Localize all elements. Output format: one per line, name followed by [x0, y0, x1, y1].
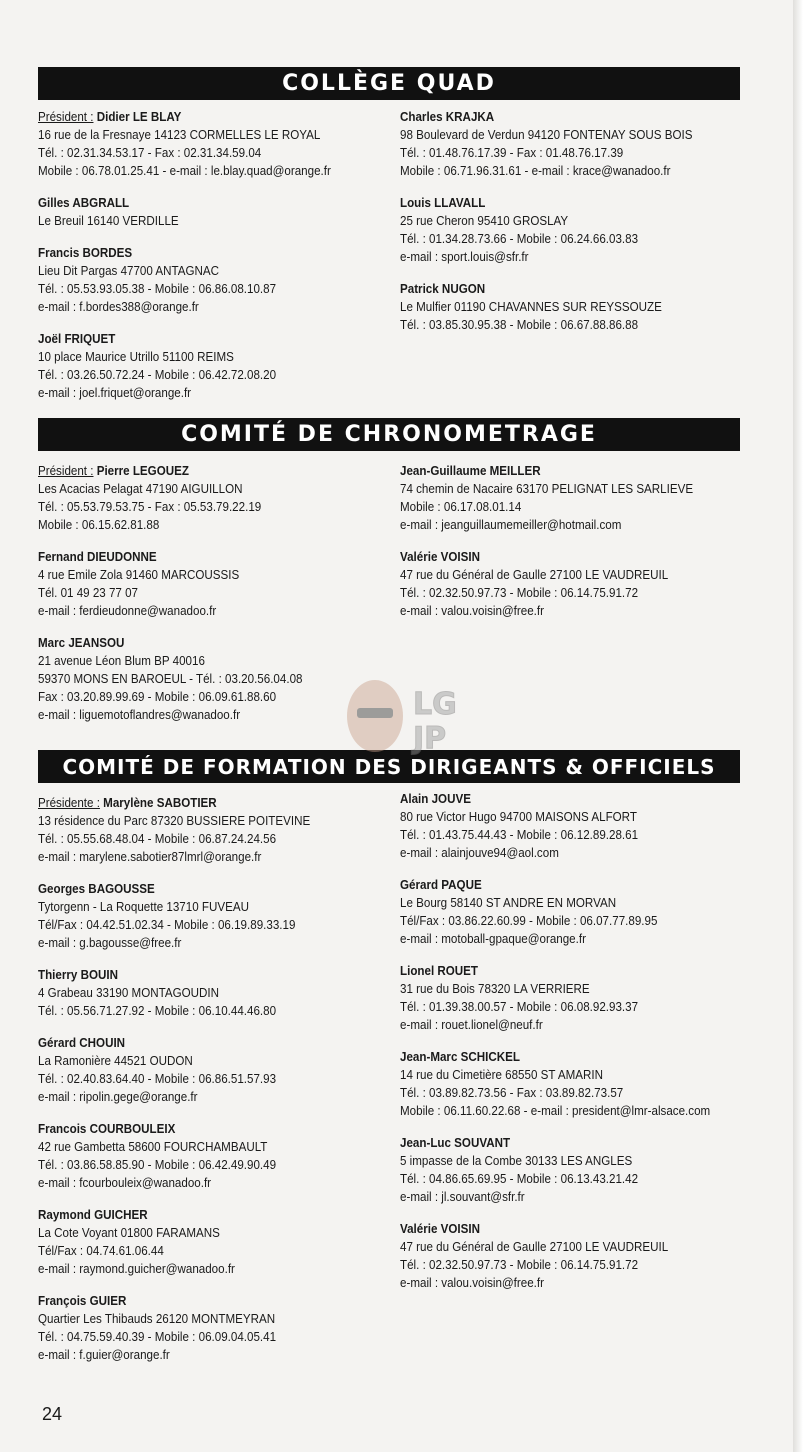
contact-detail-line: Tél/Fax : 03.86.22.60.99 - Mobile : 06.07.77.89.95 [400, 913, 658, 928]
contact-heading [400, 280, 717, 298]
contact-detail-line: Tél. : 04.75.59.40.39 - Mobile : 06.09.04.05.41 [38, 1329, 277, 1344]
contact-name: François GUIER [38, 1293, 127, 1308]
contact-detail-line: Mobile : 06.15.62.81.88 [38, 517, 160, 532]
watermark-logo-icon [335, 676, 475, 756]
contact-name: Valérie VOISIN [400, 1221, 480, 1236]
contact-heading [38, 462, 346, 480]
contact-detail-line: 21 avenue Léon Blum BP 40016 [38, 653, 205, 668]
contact-detail-line: e-mail : fcourbouleix@wanadoo.fr [38, 1175, 212, 1190]
role-label: Président : [38, 463, 94, 478]
contact-name: Marc JEANSOU [38, 635, 125, 650]
contact-detail-line: Quartier Les Thibauds 26120 MONTMEYRAN [38, 1311, 276, 1326]
contact-name: Gérard CHOUIN [38, 1035, 126, 1050]
section-0-left-column [38, 108, 388, 416]
contact-heading [38, 966, 346, 984]
contact-heading [38, 548, 346, 566]
contact-name: Didier LE BLAY [96, 109, 182, 124]
contact-detail-line: Tél/Fax : 04.42.51.02.34 - Mobile : 06.19.89.33.19 [38, 917, 296, 932]
svg-text:JP: JP [413, 721, 447, 756]
contact-name: Lionel ROUET [400, 963, 479, 978]
contact-detail-line: La Ramonière 44521 OUDON [38, 1053, 193, 1068]
contact-detail-line: e-mail : liguemotoflandres@wanadoo.fr [38, 707, 241, 722]
contact-entry [38, 194, 388, 230]
contact-entry [38, 1206, 388, 1278]
contact-heading [38, 1120, 346, 1138]
contact-entry [38, 330, 388, 402]
contact-detail-line: Tél. : 05.53.79.53.75 - Fax : 05.53.79.22.19 [38, 499, 262, 514]
contact-detail-line: 25 rue Cheron 95410 GROSLAY [400, 213, 569, 228]
contact-name: Pierre LEGOUEZ [96, 463, 189, 478]
contact-detail-line: e-mail : f.bordes388@orange.fr [38, 299, 199, 314]
contact-detail-line: Tél. : 01.39.38.00.57 - Mobile : 06.08.92.93.37 [400, 999, 639, 1014]
contact-name: Francois COURBOULEIX [38, 1121, 176, 1136]
section-header-college-quad: COLLÈGE QUAD [38, 67, 740, 100]
contact-entry [38, 794, 388, 866]
contact-entry [38, 462, 388, 534]
contact-name: Francis BORDES [38, 245, 133, 260]
contact-detail-line: e-mail : motoball-gpaque@orange.fr [400, 931, 586, 946]
contact-heading [400, 962, 717, 980]
contact-detail-line: 59370 MONS EN BAROEUL - Tél. : 03.20.56.04.08 [38, 671, 303, 686]
contact-name: Valérie VOISIN [400, 549, 480, 564]
contact-detail-line: Tél. : 05.53.93.05.38 - Mobile : 06.86.08.10.87 [38, 281, 277, 296]
contact-detail-line: 4 rue Emile Zola 91460 MARCOUSSIS [38, 567, 240, 582]
contact-detail-line: Mobile : 06.17.08.01.14 [400, 499, 522, 514]
contact-detail-line: 98 Boulevard de Verdun 94120 FONTENAY SOUS BOIS [400, 127, 693, 142]
contact-entry [400, 548, 760, 620]
contact-detail-line: 31 rue du Bois 78320 LA VERRIERE [400, 981, 590, 996]
contact-detail-line: 42 rue Gambetta 58600 FOURCHAMBAULT [38, 1139, 268, 1154]
contact-name: Louis LLAVALL [400, 195, 486, 210]
contact-name: Gérard PAQUE [400, 877, 482, 892]
contact-entry [38, 244, 388, 316]
contact-detail-line: Tél. : 05.56.71.27.92 - Mobile : 06.10.44.46.80 [38, 1003, 277, 1018]
contact-detail-line: e-mail : jl.souvant@sfr.fr [400, 1189, 525, 1204]
contact-heading [400, 1220, 717, 1238]
contact-detail-line: Tél. : 04.86.65.69.95 - Mobile : 06.13.43.21.42 [400, 1171, 639, 1186]
contact-detail-line: Mobile : 06.71.96.31.61 - e-mail : krace@wanadoo.fr [400, 163, 671, 178]
contact-detail-line: Fax : 03.20.89.99.69 - Mobile : 06.09.61.88.60 [38, 689, 277, 704]
contact-detail-line: Tél. : 01.43.75.44.43 - Mobile : 06.12.89.28.61 [400, 827, 639, 842]
contact-detail-line: 47 rue du Général de Gaulle 27100 LE VAUDREUIL [400, 567, 669, 582]
contact-heading [400, 1134, 717, 1152]
contact-detail-line: e-mail : raymond.guicher@wanadoo.fr [38, 1261, 235, 1276]
contact-heading [38, 1292, 346, 1310]
contact-detail-line: Le Breuil 16140 VERDILLE [38, 213, 179, 228]
contact-detail-line: Tél. : 01.34.28.73.66 - Mobile : 06.24.66.03.83 [400, 231, 639, 246]
contact-detail-line: La Cote Voyant 01800 FARAMANS [38, 1225, 220, 1240]
contact-detail-line: Mobile : 06.78.01.25.41 - e-mail : le.blay.quad@orange.fr [38, 163, 331, 178]
contact-detail-line: e-mail : alainjouve94@aol.com [400, 845, 559, 860]
contact-detail-line: 80 rue Victor Hugo 94700 MAISONS ALFORT [400, 809, 637, 824]
contact-heading [38, 1034, 346, 1052]
contact-name: Joël FRIQUET [38, 331, 116, 346]
contact-detail-line: e-mail : marylene.sabotier87lmrl@orange.fr [38, 849, 262, 864]
contact-heading [400, 194, 717, 212]
contact-entry [400, 462, 760, 534]
section-1-right-column [400, 462, 760, 634]
contact-detail-line: e-mail : valou.voisin@free.fr [400, 1275, 545, 1290]
contact-heading [400, 108, 717, 126]
page-edge [793, 0, 803, 1452]
contact-entry [400, 962, 760, 1034]
contact-detail-line: Tél. : 03.85.30.95.38 - Mobile : 06.67.88.86.88 [400, 317, 639, 332]
contact-detail-line: Tytorgenn - La Roquette 13710 FUVEAU [38, 899, 249, 914]
contact-heading [400, 876, 717, 894]
contact-detail-line: e-mail : joel.friquet@orange.fr [38, 385, 192, 400]
contact-detail-line: e-mail : g.bagousse@free.fr [38, 935, 182, 950]
contact-name: Jean-Luc SOUVANT [400, 1135, 511, 1150]
contact-detail-line: 74 chemin de Nacaire 63170 PELIGNAT LES SARLIEVE [400, 481, 694, 496]
contact-name: Thierry BOUIN [38, 967, 118, 982]
contact-detail-line: e-mail : jeanguillaumemeiller@hotmail.com [400, 517, 622, 532]
contact-detail-line: Tél. : 01.48.76.17.39 - Fax : 01.48.76.17.39 [400, 145, 624, 160]
contact-name: Charles KRAJKA [400, 109, 495, 124]
contact-name: Marylène SABOTIER [103, 795, 217, 810]
contact-detail-line: 5 impasse de la Combe 30133 LES ANGLES [400, 1153, 633, 1168]
contact-heading [38, 330, 346, 348]
role-label: Président : [38, 109, 94, 124]
contact-heading [38, 244, 346, 262]
contact-entry [38, 548, 388, 620]
contact-detail-line: 4 Grabeau 33190 MONTAGOUDIN [38, 985, 220, 1000]
contact-heading [400, 790, 717, 808]
contact-detail-line: e-mail : ferdieudonne@wanadoo.fr [38, 603, 217, 618]
contact-heading [38, 634, 346, 652]
contact-entry [400, 790, 760, 862]
contact-name: Raymond GUICHER [38, 1207, 148, 1222]
contact-detail-line: Tél. : 02.32.50.97.73 - Mobile : 06.14.75.91.72 [400, 1257, 639, 1272]
contact-detail-line: Tél. : 02.32.50.97.73 - Mobile : 06.14.75.91.72 [400, 585, 639, 600]
contact-detail-line: Les Acacias Pelagat 47190 AIGUILLON [38, 481, 243, 496]
contact-detail-line: Le Mulfier 01190 CHAVANNES SUR REYSSOUZE [400, 299, 662, 314]
contact-detail-line: e-mail : sport.louis@sfr.fr [400, 249, 529, 264]
contact-entry [400, 280, 760, 334]
contact-entry [38, 1292, 388, 1364]
contact-heading [38, 108, 346, 126]
contact-detail-line: e-mail : valou.voisin@free.fr [400, 603, 545, 618]
contact-detail-line: Tél. : 02.31.34.53.17 - Fax : 02.31.34.59.04 [38, 145, 262, 160]
contact-heading [400, 1048, 717, 1066]
contact-name: Jean-Guillaume MEILLER [400, 463, 541, 478]
contact-entry [400, 1134, 760, 1206]
contact-detail-line: 16 rue de la Fresnaye 14123 CORMELLES LE ROYAL [38, 127, 321, 142]
contact-entry [38, 1120, 388, 1192]
contact-detail-line: 47 rue du Général de Gaulle 27100 LE VAUDREUIL [400, 1239, 669, 1254]
contact-entry [38, 880, 388, 952]
contact-detail-line: Tél. : 05.55.68.48.04 - Mobile : 06.87.24.24.56 [38, 831, 277, 846]
contact-detail-line: Le Bourg 58140 ST ANDRE EN MORVAN [400, 895, 617, 910]
contact-detail-line: Tél. 01 49 23 77 07 [38, 585, 139, 600]
contact-detail-line: Lieu Dit Pargas 47700 ANTAGNAC [38, 263, 220, 278]
contact-heading [400, 548, 717, 566]
contact-detail-line: Tél/Fax : 04.74.61.06.44 [38, 1243, 164, 1258]
page-number: 24 [42, 1404, 63, 1424]
contact-detail-line: Tél. : 03.26.50.72.24 - Mobile : 06.42.72.08.20 [38, 367, 277, 382]
section-header-formation: COMITÉ DE FORMATION DES DIRIGEANTS & OFFICIELS [38, 750, 740, 783]
contact-entry [38, 966, 388, 1020]
contact-entry [400, 1220, 760, 1292]
contact-entry [400, 194, 760, 266]
contact-heading [38, 1206, 346, 1224]
contact-detail-line: Mobile : 06.11.60.22.68 - e-mail : president@lmr-alsace.com [400, 1103, 711, 1118]
section-2-left-column [38, 794, 388, 1378]
contact-name: Patrick NUGON [400, 281, 486, 296]
contact-entry [38, 1034, 388, 1106]
contact-detail-line: 10 place Maurice Utrillo 51100 REIMS [38, 349, 234, 364]
contact-detail-line: 13 résidence du Parc 87320 BUSSIERE POITEVINE [38, 813, 311, 828]
section-header-chronometrage: COMITÉ DE CHRONOMETRAGE [38, 418, 740, 451]
contact-name: Gilles ABGRALL [38, 195, 130, 210]
contact-detail-line: e-mail : rouet.lionel@neuf.fr [400, 1017, 543, 1032]
contact-name: Fernand DIEUDONNE [38, 549, 157, 564]
contact-detail-line: Tél. : 03.89.82.73.56 - Fax : 03.89.82.73.57 [400, 1085, 624, 1100]
section-0-right-column [400, 108, 760, 348]
contact-detail-line: Tél. : 02.40.83.64.40 - Mobile : 06.86.51.57.93 [38, 1071, 277, 1086]
contact-heading [38, 880, 346, 898]
contact-entry [400, 108, 760, 180]
contact-entry [400, 1048, 760, 1120]
contact-detail-line: 14 rue du Cimetière 68550 ST AMARIN [400, 1067, 603, 1082]
role-label: Présidente : [38, 795, 100, 810]
contact-entry [38, 108, 388, 180]
contact-heading [38, 194, 346, 212]
contact-heading [38, 794, 346, 812]
contact-name: Jean-Marc SCHICKEL [400, 1049, 520, 1064]
contact-name: Georges BAGOUSSE [38, 881, 155, 896]
contact-detail-line: e-mail : ripolin.gege@orange.fr [38, 1089, 198, 1104]
contact-detail-line: Tél. : 03.86.58.85.90 - Mobile : 06.42.49.90.49 [38, 1157, 277, 1172]
section-2-right-column [400, 790, 760, 1306]
contact-detail-line: e-mail : f.guier@orange.fr [38, 1347, 170, 1362]
contact-entry [400, 876, 760, 948]
contact-name: Alain JOUVE [400, 791, 471, 806]
contact-heading [400, 462, 717, 480]
svg-text:LG: LG [413, 687, 457, 722]
